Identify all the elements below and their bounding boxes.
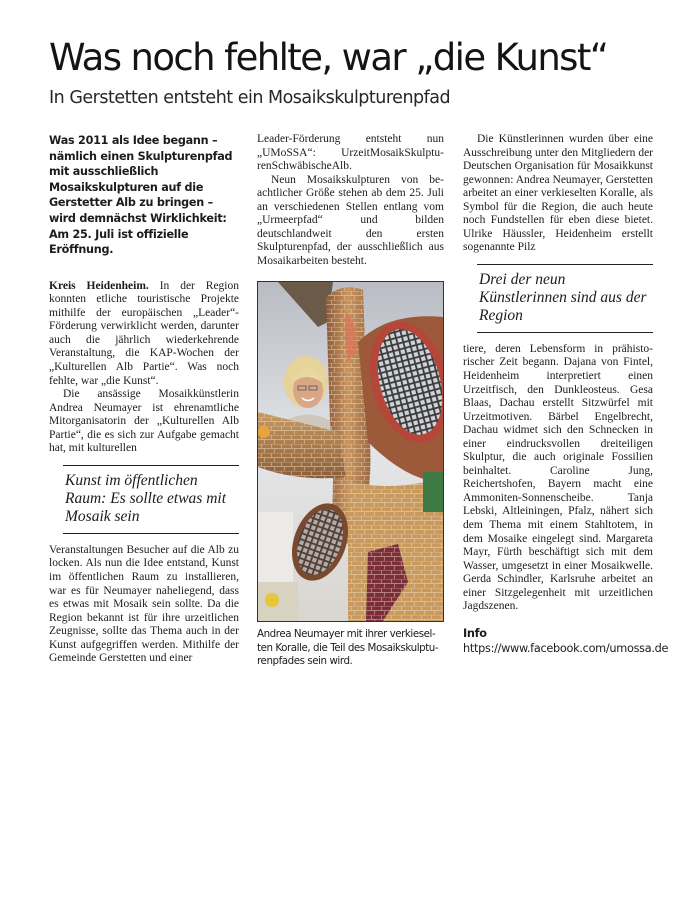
info-link[interactable]: https://www.facebook.com/umossa.de: [463, 641, 669, 655]
column-3: [463, 133, 669, 656]
dateline: Kreis Heidenheim.: [49, 279, 149, 292]
headline: Was noch fehlte, war „die Kunst“: [49, 36, 608, 79]
lead-paragraph: Was 2011 als Idee begann – nämlich einen Skulpturenpfad mit ausschließlich Mosaikskulpturen auf die Gerstetter Alb zu bringen – wird demnächst Wirklichkeit: Am 25. Juli ist offizielle Eröffnung.: [49, 134, 233, 257]
body-paragraph: Die Künstlerinnen wurden über eine Ausschreibung unter den Mitgliedern der Deutschen Organisation für Mosaikkunst gewonnen: Andrea Neumayer, Gerstetten arbeitet an einer verkieselten Koralle, als Symbol für die Region, die auch heute noch Fundstellen für eben diese bietet. Ulrike Häussler, Heidenheim erstellt sogenannte Pilz: [463, 133, 653, 254]
mosaic-sculpture-illustration: [258, 282, 443, 621]
column-1: [49, 133, 239, 666]
subheadline: In Gerstetten entsteht ein Mosaikskulpturenpfad: [49, 88, 451, 108]
pull-quote: Kunst im öffentlichen Raum: Es sollte etwas mit Mosaik sein: [63, 465, 239, 534]
pull-quote: Drei der neun Künstlerinnen sind aus der Region: [477, 264, 653, 333]
article-photo: [257, 281, 444, 622]
body-paragraph: tiere, deren Lebensform in prähistorischer Zeit begann. Dajana von Fintel, Heidenheim interpretiert einen Urzeitfisch, den Dunkleosteus. Gesa Blaas, Dachau erstellt Sitzwürfel mit Urzeitmotiven. Bärbel Engelbrecht, Dachau widmet sich den Schnecken in einer eindrucksvollen dreiteiligen Skulptur, die auch originale Fossilien beinhaltet. Caroline Jung, Reichertshofen, Bayern macht eine Ammoniten-Sonnenscheibe. Tanja Lebski, Altleiningen, Pfalz, nähert sich dem Thema mit einem Stahltotem, in dem Mosaike eingelegt sind. Margareta Mayr, Fürth beschäftigt sich mit dem Wasser, umgesetzt in einer Mosaikwelle. Gerda Schindler, Karlsruhe arbeitet an einer Sitzgelegenheit mit urzeitlichen Jagdszenen.: [463, 342, 653, 613]
body-paragraph: [49, 280, 239, 388]
info-line: [463, 626, 669, 656]
photo-caption: Andrea Neumayer mit ihrer verkieselten Koralle, die Teil des Mosaikskulpturenpfades sein wird.: [257, 628, 439, 668]
body-text: In der Region konnten etliche touristische Projekte mithilfe der europäischen „Leader“-Förderung verwirklicht werden, darunter auch die jährlich wiederkehrende Veranstaltung, die KAP-Wochen der „Kulturellen Alb Partie“. Was noch fehlte, war „die Kunst“.: [49, 279, 240, 387]
body-paragraph: Die ansässige Mosaikkünstlerin Andrea Neumayer ist ehrenamtliche Mitorganisatorin der „Kulturellen Alb Partie“, die es sich zur Aufgabe gemacht hat, mit kulturellen: [49, 388, 239, 455]
column-2: [257, 133, 444, 268]
body-paragraph: Leader-Förderung entsteht nun „UMoSSA“: UrzeitMosaikSkulpturenSchwäbischeAlb.: [257, 133, 444, 173]
info-label: Info: [463, 626, 487, 640]
body-paragraph: Veranstaltungen Besucher auf die Alb zu locken. Als nun die Idee entstand, Kunst im öffentlichen Raum zu installieren, war es für Neumayer naheliegend, dass es etwas mit Mosaik sein sollte. Da die Region bekannt ist für ihre urzeitlichen Zeugnisse, sollte das Thema auch in der Kunst aufgegriffen werden. Mithilfe der Gemeinde Gerstetten und einer: [49, 543, 239, 665]
body-paragraph: Neun Mosaikskulpturen von beachtlicher Größe stehen ab dem 25. Juli an verschiedenen Stellen entlang vom „Urmeerpfad“ und bilden deutschlandweit den ersten Skulpturenpfad, der ausschließlich aus Mosaikarbeiten besteht.: [257, 173, 444, 267]
